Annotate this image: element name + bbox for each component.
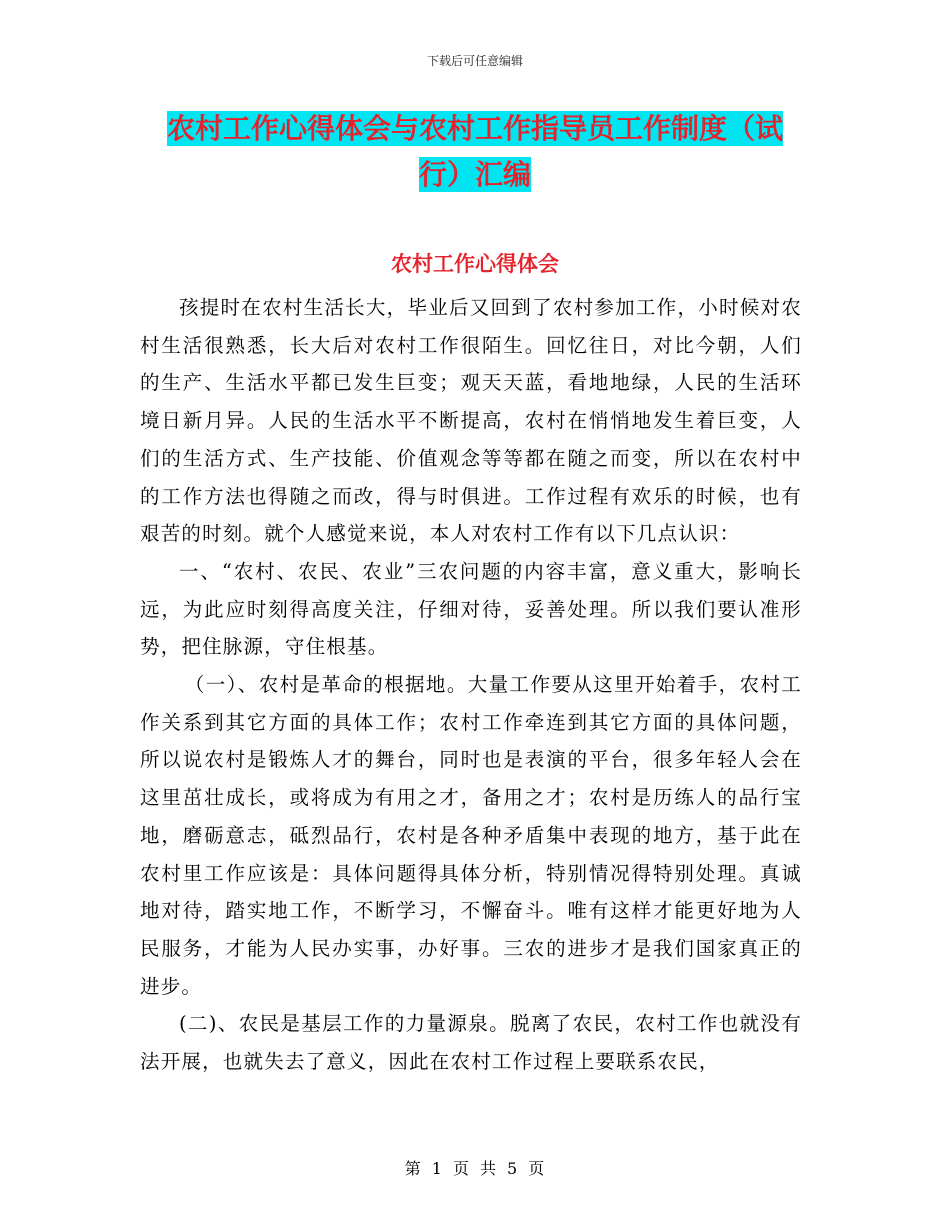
footer-label-of: 页: [452, 1159, 470, 1178]
paragraph: 一、“农村、农民、农业”三农问题的内容丰富，意义重大，影响长远，为此应时刻得高度关注，仔细对待，妥善处理。所以我们要认准形势，把住脉源，守住根基。: [140, 559, 802, 659]
document-title-line-1: [120, 110, 830, 148]
title-highlight-1: 农村工作心得体会与农村工作指导员工作制度（试: [166, 112, 783, 145]
paragraph: （一）、农村是革命的根据地。大量工作要从这里开始着手，农村工作关系到其它方面的具体工作；农村工作牵连到其它方面的具体问题，所以说农村是锻炼人才的舞台，同时也是表演的平台，很多年轻人会在这里茁壮成长，或将成为有用之才，备用之才；农村是历练人的品行宝地，磨砺意志，砥烈品行，农村是各种矛盾集中表现的地方，基于此在农村里工作应该是：具体问题得具体分析，特别情况得特别处理。真诚地对待，踏实地工作，不断学习，不懈奋斗。唯有这样才能更好地为人民服务，才能为人民办实事，办好事。三农的进步才是我们国家真正的进步。: [140, 673, 802, 998]
document-title-line-2: [120, 156, 830, 194]
document-body: [140, 289, 802, 1081]
footer-label-total: 共: [480, 1159, 498, 1178]
header-note: 下载后可任意编辑: [426, 54, 523, 68]
section-title: 农村工作心得体会: [391, 252, 559, 276]
paragraph: 孩提时在农村生活长大，毕业后又回到了农村参加工作，小时候对农村生活很熟悉，长大后对农村工作很陌生。回忆往日，对比今朝，人们的生产、生活水平都已发生巨变；观天天蓝，看地地绿，人民的生活环境日新月异。人民的生活水平不断提高，农村在悄悄地发生着巨变，人们的生活方式、生产技能、价值观念等等都在随之而变，所以在农村中的工作方法也得随之而改，得与时俱进。工作过程有欢乐的时候，也有艰苦的时刻。就个人感觉来说，本人对农村工作有以下几点认识：: [140, 296, 802, 546]
footer-label-end: 页: [528, 1159, 546, 1178]
total-pages-number: 5: [507, 1159, 519, 1178]
title-highlight-2: 行）汇编: [418, 158, 531, 191]
paragraph: (二)、农民是基层工作的力量源泉。脱离了农民，农村工作也就没有法开展，也就失去了意义，因此在农村工作过程上要联系农民，: [140, 1012, 802, 1074]
footer-label-page: 第: [404, 1159, 422, 1178]
page-footer: [0, 1156, 950, 1179]
current-page-number: 1: [431, 1159, 443, 1178]
